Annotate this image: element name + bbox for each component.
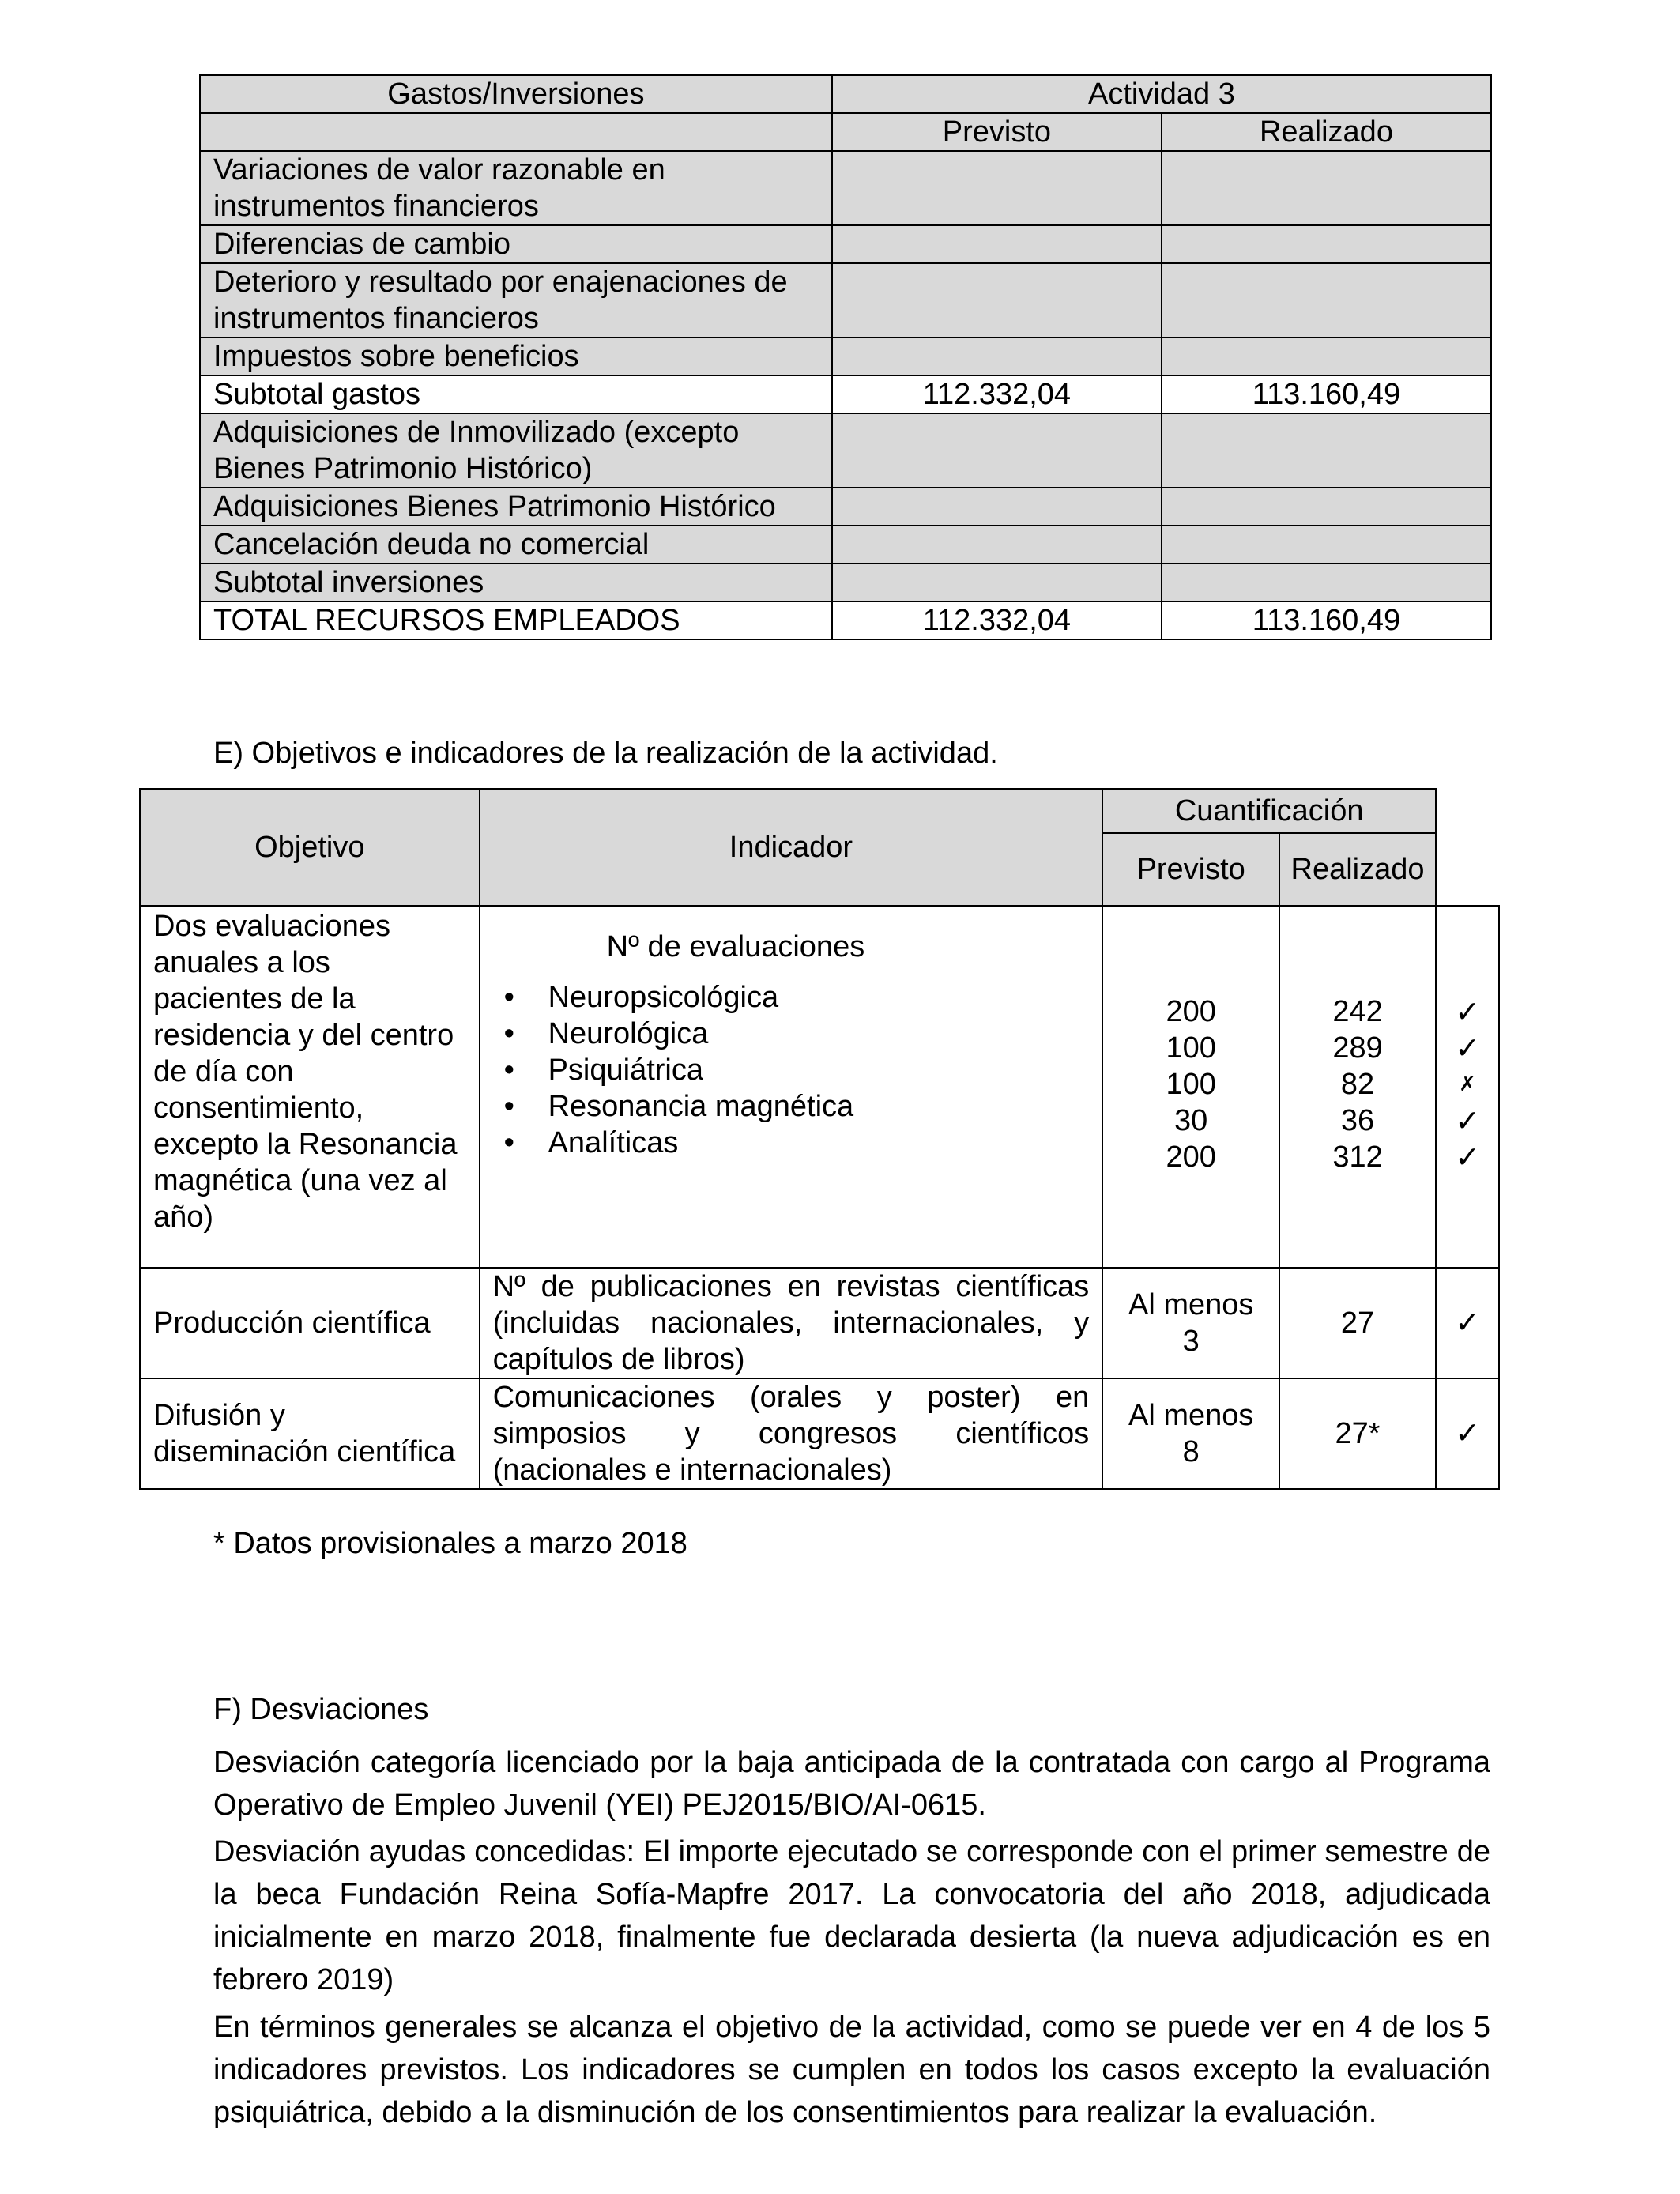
- table-row: [200, 526, 1491, 564]
- row-previsto: [832, 413, 1162, 488]
- row-realizado: [1162, 337, 1491, 375]
- row-label: Subtotal inversiones: [200, 564, 832, 601]
- check-cell: [1436, 906, 1499, 1268]
- row-realizado: [1162, 263, 1491, 337]
- footnote: * Datos provisionales a marzo 2018: [213, 1527, 687, 1560]
- realizado-value: 289: [1332, 1031, 1383, 1065]
- section-e-title: E) Objetivos e indicadores de la realización de la actividad.: [213, 737, 998, 770]
- list-item: • Resonancia magnética: [493, 1088, 1090, 1125]
- table-row: [200, 151, 1491, 225]
- header-empty-cell: [200, 113, 832, 151]
- check-icon: ✓: [1455, 994, 1480, 1029]
- row-previsto: [832, 263, 1162, 337]
- previsto-value: 100: [1166, 1031, 1216, 1065]
- header-actividad: Actividad 3: [832, 75, 1491, 113]
- realizado-cell: [1279, 906, 1436, 1268]
- row-realizado: [1162, 526, 1491, 564]
- row-realizado: 113.160,49: [1162, 601, 1491, 639]
- table-subheader-row: [200, 113, 1491, 151]
- evaluation-list: [493, 979, 1090, 1161]
- check-icon: ✓: [1455, 1140, 1480, 1174]
- row-previsto: [832, 488, 1162, 526]
- row-realizado: [1162, 225, 1491, 263]
- row-previsto: 112.332,04: [832, 601, 1162, 639]
- row-previsto: 112.332,04: [832, 375, 1162, 413]
- row-realizado: [1162, 151, 1491, 225]
- table-row: [200, 263, 1491, 337]
- realizado-value: 312: [1332, 1140, 1383, 1174]
- objetivo-cell: Difusión y diseminación científica: [140, 1378, 480, 1489]
- indicador-title: Nº de evaluaciones: [606, 930, 865, 963]
- header-previsto: Previsto: [832, 113, 1162, 151]
- indicador-cell: [480, 906, 1103, 1268]
- previsto-cell: [1102, 906, 1279, 1268]
- table-row: [200, 337, 1491, 375]
- row-previsto: [832, 564, 1162, 601]
- check-icon: ✓: [1455, 1031, 1480, 1065]
- header-blank: [1436, 789, 1499, 906]
- header-realizado: Realizado: [1162, 113, 1491, 151]
- row-previsto: [832, 151, 1162, 225]
- table-header-row: [140, 789, 1499, 833]
- paragraph: Desviación categoría licenciado por la baja anticipada de la contratada con cargo al Programa Operativo de Empleo Juvenil (YEI) PEJ2015/BIO/AI-0615.: [213, 1746, 1490, 1822]
- cross-icon: ✗: [1459, 1072, 1476, 1096]
- row-realizado: [1162, 413, 1491, 488]
- row-realizado: [1162, 488, 1491, 526]
- table-row-difusion: [140, 1378, 1499, 1489]
- previsto-value: 200: [1166, 1140, 1216, 1174]
- objectives-table: [139, 788, 1500, 1490]
- row-label: Variaciones de valor razonable en instrumentos financieros: [200, 151, 832, 225]
- indicador-cell: Nº de publicaciones en revistas científicas (incluidas nacionales, internacionales, y capítulos de libros): [480, 1268, 1103, 1378]
- previsto-cell: [1102, 1268, 1279, 1378]
- list-item: • Analíticas: [493, 1125, 1090, 1161]
- row-realizado: 113.160,49: [1162, 375, 1491, 413]
- row-label: Adquisiciones Bienes Patrimonio Histórico: [200, 488, 832, 526]
- header-objetivo: Objetivo: [140, 789, 480, 906]
- previsto-value: 30: [1174, 1104, 1208, 1137]
- row-realizado: [1162, 564, 1491, 601]
- realizado-value: 36: [1340, 1104, 1375, 1137]
- table-row: [200, 488, 1491, 526]
- previsto-cell: [1102, 1378, 1279, 1489]
- objetivo-cell: Producción científica: [140, 1268, 480, 1378]
- header-indicador: Indicador: [480, 789, 1103, 906]
- list-item: • Psiquiátrica: [493, 1052, 1090, 1088]
- header-previsto: Previsto: [1102, 833, 1279, 906]
- table-row: [200, 564, 1491, 601]
- list-item: • Neuropsicológica: [493, 979, 1090, 1016]
- row-label: Subtotal gastos: [200, 375, 832, 413]
- row-previsto: [832, 337, 1162, 375]
- table-row-total: [200, 601, 1491, 639]
- row-label: Diferencias de cambio: [200, 225, 832, 263]
- check-icon: ✓: [1436, 1268, 1499, 1378]
- header-realizado: Realizado: [1279, 833, 1436, 906]
- row-label: Impuestos sobre beneficios: [200, 337, 832, 375]
- realizado-value: 242: [1332, 995, 1383, 1028]
- previsto-value: 3: [1182, 1325, 1200, 1358]
- row-label: TOTAL RECURSOS EMPLEADOS: [200, 601, 832, 639]
- table-row: [200, 225, 1491, 263]
- expenses-table: [199, 74, 1492, 640]
- check-icon: ✓: [1455, 1103, 1480, 1138]
- realizado-cell: 27: [1279, 1268, 1436, 1378]
- previsto-value: 100: [1166, 1068, 1216, 1101]
- indicador-cell: Comunicaciones (orales y poster) en simposios y congresos científicos (nacionales e internacionales): [480, 1378, 1103, 1489]
- paragraph: Desviación ayudas concedidas: El importe ejecutado se corresponde con el primer semestre de la beca Fundación Reina Sofía-Mapfre 2017. La convocatoria del año 2018, adjudicada inicialmente en marzo 2018, finalmente fue declarada desierta (la nueva adjudicación es en febrero 2019): [213, 1835, 1490, 1996]
- row-previsto: [832, 526, 1162, 564]
- section-f-title: F) Desviaciones: [213, 1693, 429, 1726]
- table-row-evaluaciones: [140, 906, 1499, 1268]
- row-label: Cancelación deuda no comercial: [200, 526, 832, 564]
- check-icon: ✓: [1436, 1378, 1499, 1489]
- list-item: • Neurológica: [493, 1016, 1090, 1052]
- header-gastos: Gastos/Inversiones: [200, 75, 832, 113]
- previsto-line: Al menos: [1128, 1288, 1254, 1321]
- row-previsto: [832, 225, 1162, 263]
- table-row-produccion: [140, 1268, 1499, 1378]
- header-cuantificacion: Cuantificación: [1102, 789, 1436, 833]
- table-header-row: [200, 75, 1491, 113]
- row-label: Adquisiciones de Inmovilizado (excepto Bienes Patrimonio Histórico): [200, 413, 832, 488]
- previsto-value: 8: [1182, 1435, 1200, 1468]
- previsto-line: Al menos: [1128, 1399, 1254, 1432]
- realizado-value: 82: [1340, 1068, 1375, 1101]
- realizado-cell: 27*: [1279, 1378, 1436, 1489]
- table-row: [200, 413, 1491, 488]
- row-label: Deterioro y resultado por enajenaciones de instrumentos financieros: [200, 263, 832, 337]
- previsto-value: 200: [1166, 995, 1216, 1028]
- table-row-subtotal-gastos: [200, 375, 1491, 413]
- paragraph: En términos generales se alcanza el objetivo de la actividad, como se puede ver en 4 de los 5 indicadores previstos. Los indicadores se cumplen en todos los casos excepto la evaluación psiquiátrica, debido a la disminución de los consentimientos para realizar la evaluación.: [213, 2011, 1490, 2129]
- objetivo-cell: Dos evaluaciones anuales a los pacientes de la residencia y del centro de día con consentimiento, excepto la Resonancia magnética (una vez al año): [140, 906, 480, 1268]
